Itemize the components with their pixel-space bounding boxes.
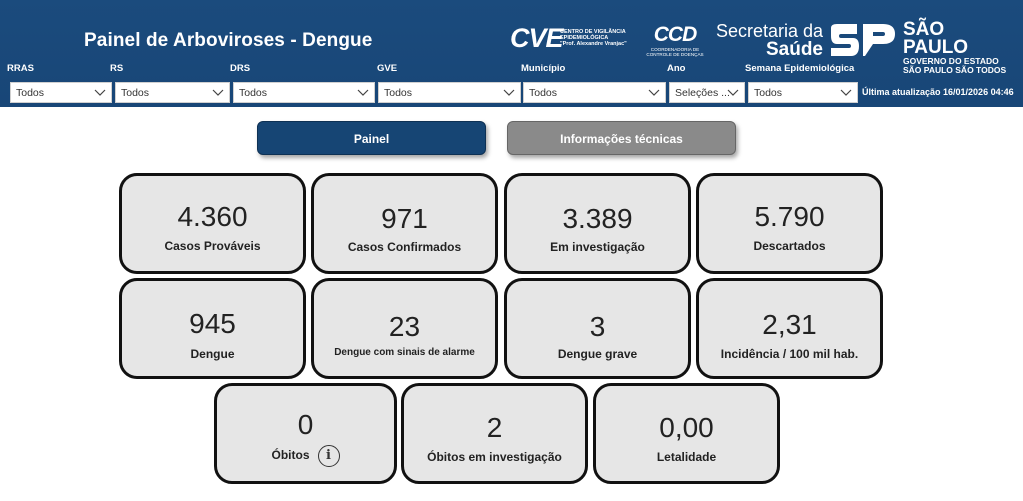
filter-drs-dropdown[interactable] bbox=[233, 82, 375, 103]
card-value: 2,31 bbox=[762, 309, 817, 340]
filter-label-gve: GVE bbox=[377, 63, 398, 74]
card-value: 971 bbox=[381, 203, 428, 234]
card-value: 0 bbox=[297, 409, 314, 440]
chevron-down-icon bbox=[212, 86, 224, 98]
card-dengue-grave bbox=[504, 278, 691, 379]
cve-logo: CVE CENTRO DE VIGILÂNCIA EPIDEMIOLÓGICA "Prof. Alexandre Vranjac" bbox=[510, 23, 627, 53]
filter-rras-dropdown[interactable] bbox=[10, 82, 112, 103]
card-label: Casos Confirmados bbox=[347, 240, 462, 254]
filter-value: Seleções ... bbox=[675, 87, 730, 99]
card-label: Dengue bbox=[190, 347, 235, 361]
filter-label-rras: RRAS bbox=[7, 63, 34, 74]
card-label-row bbox=[217, 445, 394, 467]
filter-value: Todos bbox=[121, 87, 150, 99]
chevron-down-icon bbox=[840, 86, 852, 98]
card-value: 3 bbox=[589, 311, 606, 342]
card-label: Em investigação bbox=[550, 240, 645, 254]
chevron-down-icon bbox=[503, 86, 515, 98]
filter-label-semana: Semana Epidemiológica bbox=[745, 63, 855, 74]
card-obitos-investigacao bbox=[401, 383, 588, 484]
card-value: 0,00 bbox=[659, 412, 714, 443]
info-icon[interactable]: i bbox=[318, 445, 340, 467]
card-incidencia bbox=[696, 278, 883, 379]
filter-label-rs: RS bbox=[110, 63, 124, 74]
tab-painel[interactable]: Painel bbox=[257, 121, 486, 155]
ccd-logo: CCD COORDENADORIA DE CONTROLE DE DOENÇAS bbox=[646, 23, 704, 57]
page-title: Painel de Arboviroses - Dengue bbox=[84, 30, 373, 51]
filter-value: Todos bbox=[754, 87, 783, 99]
last-update-text: Última atualização 16/01/2026 04:46 bbox=[862, 87, 1014, 97]
chevron-down-icon bbox=[727, 86, 739, 98]
filter-label-ano: Ano bbox=[667, 63, 686, 74]
sp-map-icon bbox=[827, 22, 897, 58]
filter-municipio-dropdown[interactable] bbox=[523, 82, 666, 103]
filter-value: Todos bbox=[529, 87, 558, 99]
sao-paulo-logo: SÃO PAULO GOVERNO DO ESTADO SÃO PAULO SÃO TODOS bbox=[903, 19, 1007, 75]
filter-label-drs: DRS bbox=[230, 63, 251, 74]
header-bar bbox=[0, 0, 1023, 107]
tab-informacoes-tecnicas[interactable]: Informações técnicas bbox=[507, 121, 736, 155]
card-dengue-sinais-alarme bbox=[311, 278, 498, 379]
card-dengue bbox=[119, 278, 306, 379]
chevron-down-icon bbox=[94, 86, 106, 98]
card-letalidade bbox=[593, 383, 780, 484]
card-value: 3.389 bbox=[562, 203, 633, 234]
filter-gve-dropdown[interactable] bbox=[378, 82, 521, 103]
card-label: Óbitos em investigação bbox=[427, 450, 562, 464]
card-casos-provaveis bbox=[119, 173, 306, 274]
filter-ano-dropdown[interactable] bbox=[669, 82, 745, 103]
secretaria-saude-logo: Secretaria da Saúde bbox=[715, 21, 823, 60]
filter-label-municipio: Município bbox=[521, 63, 566, 74]
card-obitos bbox=[214, 383, 397, 484]
card-value: 4.360 bbox=[177, 201, 248, 232]
card-em-investigacao bbox=[504, 173, 691, 274]
filter-rs-dropdown[interactable] bbox=[115, 82, 230, 103]
card-value: 945 bbox=[189, 308, 236, 339]
chevron-down-icon bbox=[648, 86, 660, 98]
card-value: 23 bbox=[388, 311, 421, 342]
filter-value: Todos bbox=[239, 87, 268, 99]
card-label: Casos Prováveis bbox=[164, 239, 261, 253]
filter-value: Todos bbox=[16, 87, 45, 99]
card-label: Incidência / 100 mil hab. bbox=[720, 347, 859, 361]
card-label: Óbitos bbox=[271, 448, 310, 463]
filter-semana-dropdown[interactable] bbox=[748, 82, 858, 103]
card-value: 5.790 bbox=[754, 201, 825, 232]
card-descartados bbox=[696, 173, 883, 274]
chevron-down-icon bbox=[357, 86, 369, 98]
card-label: Letalidade bbox=[656, 450, 717, 464]
card-label: Dengue grave bbox=[557, 347, 638, 361]
card-value: 2 bbox=[486, 412, 503, 443]
filter-value: Todos bbox=[384, 87, 413, 99]
card-label: Descartados bbox=[753, 239, 826, 253]
card-casos-confirmados bbox=[311, 173, 498, 274]
card-label: Dengue com sinais de alarme bbox=[334, 347, 475, 358]
